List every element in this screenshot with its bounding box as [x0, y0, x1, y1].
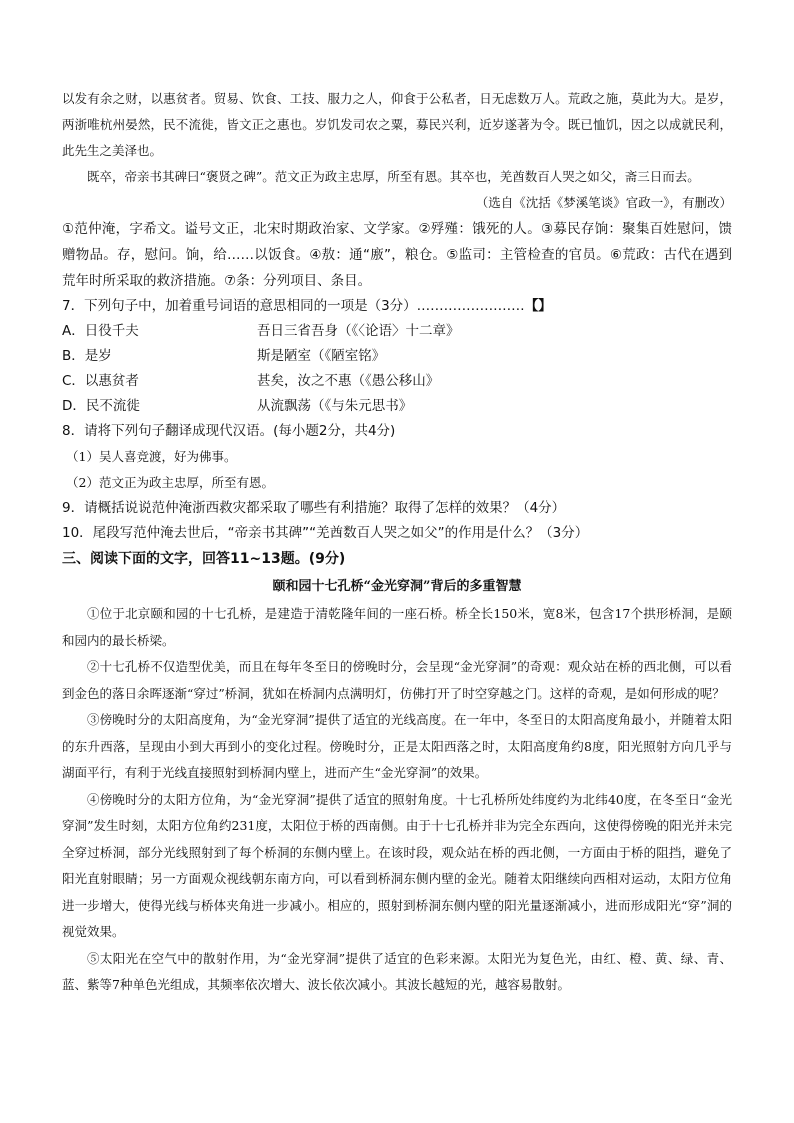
option-a-compare: 吾日三省吾身（《〈论语〉十二章》 — [257, 323, 460, 339]
option-c-word: C．以惠贫者 — [62, 373, 139, 389]
option-b-word: B．是岁 — [62, 348, 112, 364]
question-8: 8．请将下列句子翻译成现代汉语。(每小题2分，共4分) — [62, 423, 396, 439]
question-10: 10．尾段写范仲淹去世后，“帝亲书其碑”“羌酋数百人哭之如父”的作用是什么？（3分） — [62, 525, 589, 541]
question-7 — [62, 294, 732, 319]
article-paragraph-5: ⑤太阳光在空气中的散射作用，为“金光穿洞”提供了适宜的色彩来源。太阳光为复色光，由红、橙、黄、绿、青、蓝、紫等7种单色光组成，其频率依次增大、波长依次减小。其波长越短的光，越容易散射。 — [62, 950, 732, 992]
article-paragraph-1: ①位于北京颐和园的十七孔桥，是建造于清乾隆年间的一座石桥。桥全长150米，宽8米，包含17个拱形桥洞，是颐和园内的最长桥梁。 — [62, 606, 732, 648]
option-d — [62, 394, 732, 419]
option-c-compare: 甚矣，汝之不惠（《愚公移山》 — [257, 373, 440, 389]
option-c — [62, 369, 732, 394]
article-paragraph-2: ②十七孔桥不仅造型优美，而且在每年冬至日的傍晚时分，会呈现“金光穿洞”的奇观：观众站在桥的西北侧，可以看到金色的落日余晖逐渐“穿过”桥洞，犹如在桥洞内点满明灯，仿佛打开了时空穿越之门。这样的奇观，是如何形成的呢？ — [62, 659, 732, 701]
question-8-sentence-1: （1）吴人喜竞渡，好为佛事。 — [66, 449, 237, 464]
question-9: 9．请概括说说范仲淹浙西救灾都采取了哪些有利措施？取得了怎样的效果？（4分） — [62, 500, 566, 516]
passage-paragraph-2: 既卒，帝亲书其碑曰“褒贤之碑”。范文正为政主忠厚，所至有恩。其卒也，羌酋数百人哭之如父，斋三日而去。 — [87, 169, 700, 184]
exam-page — [62, 86, 732, 999]
option-d-compare: 从流飘荡（《与朱元思书》 — [257, 398, 413, 414]
article-paragraph-4: ④傍晚时分的太阳方位角，为“金光穿洞”提供了适宜的照射角度。十七孔桥所处纬度约为北纬40度，在冬至日“金光穿洞”发生时刻，太阳方位角约231度，太阳位于桥的西南侧。由于十七孔桥并非为完全东西向，这使得傍晚的阳光并未完全穿过桥洞，部分光线照射到了每个桥洞的东侧内壁上。在该时段，观众站在桥的西北侧，一方面由于桥的阻挡，避免了阳光直射眼睛；另一方面观众视线朝东南方向，可以看到桥洞东侧内壁的金光。随着太阳继续向西相对运动，太阳方位角进一步增大，使得光线与桥体夹角进一步减小。相应的，照射到桥洞东侧内壁的阳光量逐渐减小，进而形成阳光“穿”洞的视觉效果。 — [62, 791, 732, 939]
option-a — [62, 319, 732, 344]
passage-source: （选自《沈括《梦溪笔谈》官政一》，有删改） — [475, 195, 732, 210]
article-paragraph-3: ③傍晚时分的太阳高度角，为“金光穿洞”提供了适宜的光线高度。在一年中，冬至日的太阳高度角最小，并随着太阳的东升西落，呈现由小到大再到小的变化过程。傍晚时分，正是太阳西落之时，太阳高度角约8度，阳光照射方向几乎与湖面平行，有利于光线直接照射到桥洞内壁上，进而产生“金光穿洞”的效果。 — [62, 712, 732, 780]
question-7-stem: 7．下列句子中，加着重号词语的意思相同的一项是（3分）…………………… — [62, 298, 525, 314]
option-d-word: D．民不流徙 — [62, 398, 140, 414]
passage-paragraph-1: 以发有余之财，以惠贫者。贸易、饮食、工技、服力之人，仰食于公私者，日无虑数万人。荒政之施，莫此为大。是岁，两浙唯杭州晏然，民不流徙，皆文正之惠也。岁饥发司农之粟，募民兴利，近岁遂著为令。既已恤饥，因之以成就民利，此先生之美泽也。 — [62, 91, 732, 158]
question-8-sentence-2: （2）范文正为政主忠厚，所至有恩。 — [66, 475, 274, 490]
option-b — [62, 344, 732, 369]
annotation-notes: ①范仲淹，字希文。谥号文正，北宋时期政治家、文学家。②殍殣：饿死的人。③募民存饷：聚集百姓慰问，馈赠物品。存，慰问。饷，给……以饭食。④敖：通“廒”，粮仓。⑤监司：主管检查的官员。⑥荒政：古代在遇到荒年时所采取的救济措施。⑦条：分列项目、条目。 — [62, 221, 732, 289]
section-3-heading: 三、阅读下面的文字，回答11~13题。(9分) — [62, 551, 346, 567]
answer-box[interactable]: 【】 — [524, 298, 552, 314]
option-a-word: A．日役千夫 — [62, 323, 139, 339]
article-title: 颐和园十七孔桥“金光穿洞”背后的多重智慧 — [272, 579, 522, 594]
option-b-compare: 斯是陋室（《陋室铭》 — [257, 348, 386, 364]
